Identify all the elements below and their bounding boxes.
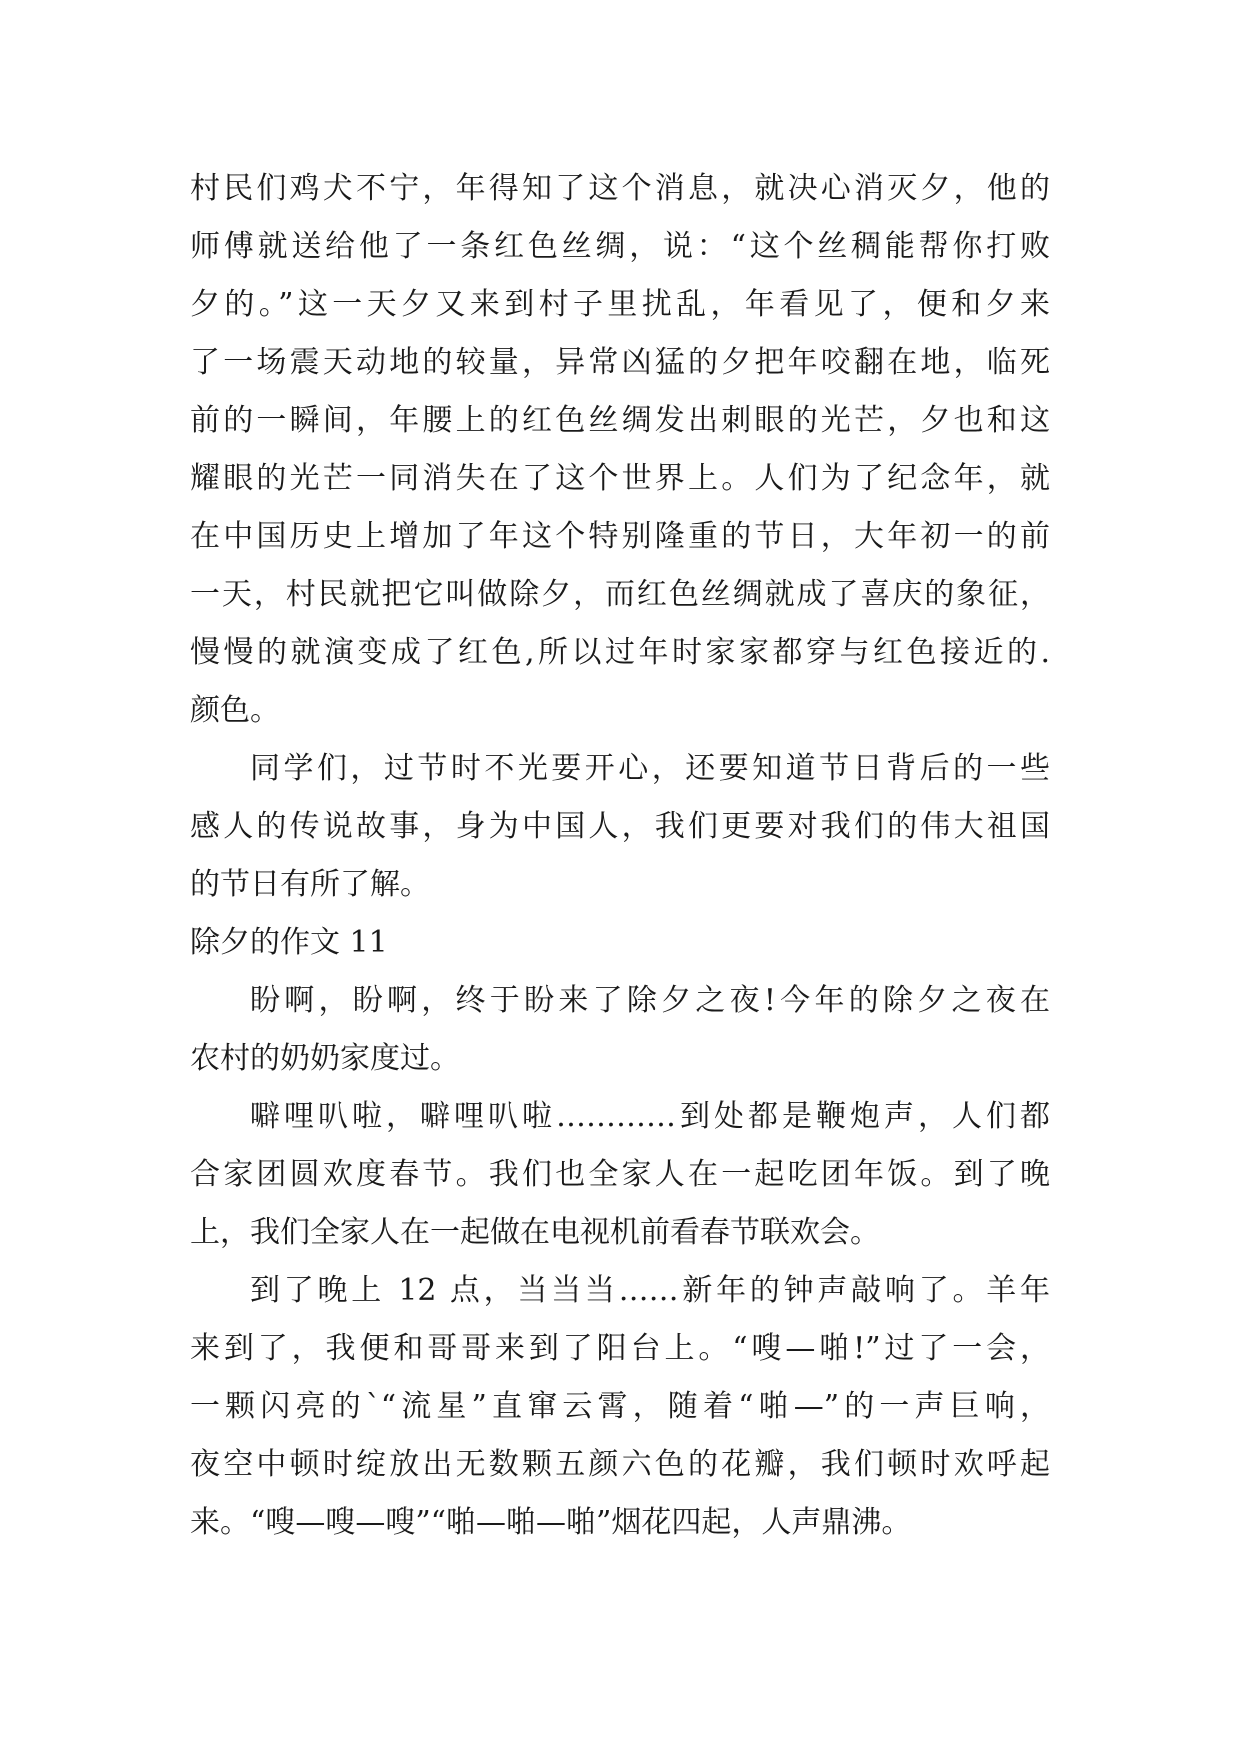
text-line: 到了晚上 12 点，当当当……新年的钟声敲响了。羊年: [250, 1273, 1050, 1308]
text-line: 耀眼的光芒一同消失在了这个世界上。人们为了纪念年，就: [190, 461, 1050, 496]
document-body: [190, 160, 1050, 1552]
text-line: 慢慢的就演变成了红色,所以过年时家家都穿与红色接近的.: [190, 635, 1050, 670]
paragraph: [190, 740, 1050, 914]
text-line: 上，我们全家人在一起做在电视机前看春节联欢会。: [190, 1215, 880, 1250]
text-line: 了一场震天动地的较量，异常凶猛的夕把年咬翻在地，临死: [190, 345, 1050, 380]
text-line: 合家团圆欢度春节。我们也全家人在一起吃团年饭。到了晚: [190, 1157, 1050, 1192]
text-line: 同学们，过节时不光要开心，还要知道节日背后的一些: [250, 751, 1050, 786]
text-line: 农村的奶奶家度过。: [190, 1041, 460, 1076]
paragraph: [190, 160, 1050, 740]
text-line: 一颗闪亮的`“流星”直窜云霄，随着“啪—”的一声巨响，: [190, 1389, 1050, 1424]
paragraph: [190, 972, 1050, 1088]
section-heading: 除夕的作文 11: [190, 925, 388, 960]
text-line: 在中国历史上增加了年这个特别隆重的节日，大年初一的前: [190, 519, 1050, 554]
text-line: 夕的。”这一天夕又来到村子里扰乱，年看见了，便和夕来: [190, 287, 1050, 322]
text-line: 盼啊，盼啊，终于盼来了除夕之夜!今年的除夕之夜在: [250, 983, 1050, 1018]
text-line: 噼哩叭啦，噼哩叭啦…………到处都是鞭炮声，人们都: [250, 1099, 1050, 1134]
text-line: 前的一瞬间，年腰上的红色丝绸发出刺眼的光芒，夕也和这: [190, 403, 1050, 438]
text-line: 村民们鸡犬不宁，年得知了这个消息，就决心消灭夕，他的: [190, 171, 1050, 206]
text-line: 来到了，我便和哥哥来到了阳台上。“嗖—啪!”过了一会，: [190, 1331, 1050, 1366]
text-line: 夜空中顿时绽放出无数颗五颜六色的花瓣，我们顿时欢呼起: [190, 1447, 1050, 1482]
text-line: 一天，村民就把它叫做除夕，而红色丝绸就成了喜庆的象征，: [190, 577, 1050, 612]
text-line: 师傅就送给他了一条红色丝绸，说：“这个丝稠能帮你打败: [190, 229, 1050, 264]
paragraph: [190, 1262, 1050, 1552]
text-line: 的节日有所了解。: [190, 867, 430, 902]
paragraph: [190, 1088, 1050, 1262]
text-line: 颜色。: [190, 693, 280, 728]
text-line: 感人的传说故事，身为中国人，我们更要对我们的伟大祖国: [190, 809, 1050, 844]
text-line: 来。“嗖—嗖—嗖”“啪—啪—啪”烟花四起，人声鼎沸。: [190, 1505, 912, 1540]
